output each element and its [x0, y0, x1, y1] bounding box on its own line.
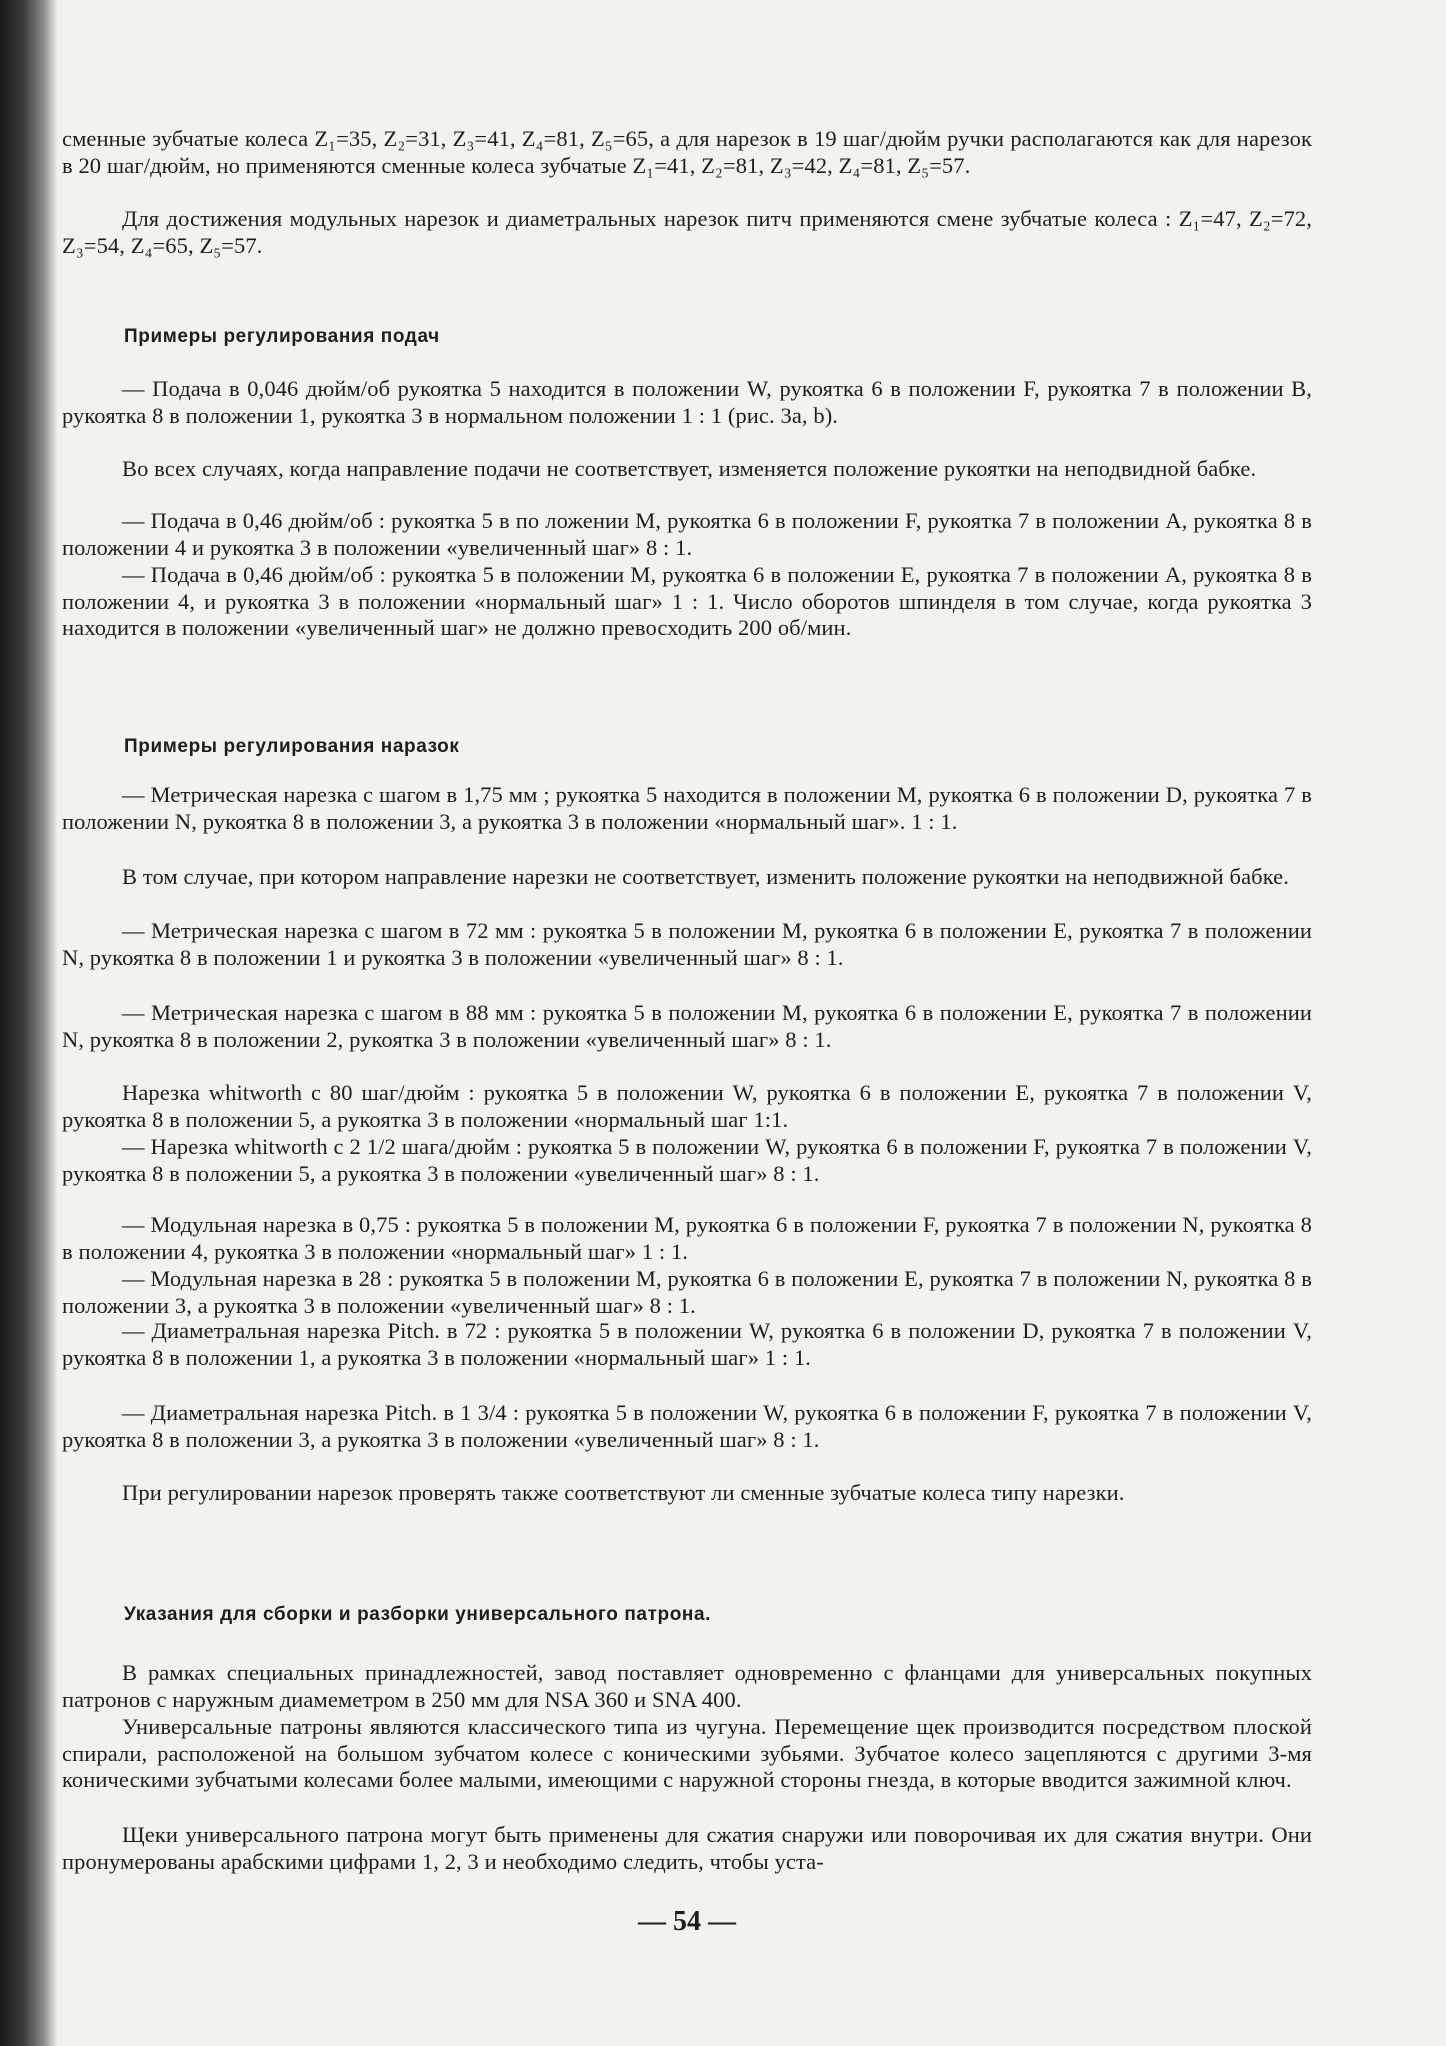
- heading-feed-examples: Примеры регулирования подач: [124, 326, 440, 347]
- chuck-paragraph: Универсальные патроны являются классического типа из чугуна. Перемещение щек производится посредством плоской спирали, расположеной на большом зубчатом колесе с коническими зубьями. Зубчатое колесо зацепляются с другими 3-мя коническими зубчатыми колесами более малыми, имеющими с наружной стороны гнезда, в которые вводится зажимной ключ.: [62, 1714, 1312, 1792]
- thread-paragraph: — Метрическая нарезка с шагом в 72 мм : рукоятка 5 в положении M, рукоятка 6 в положении E, рукоятка 7 в положении N, рукоятка 8 в положении 1 и рукоятка 3 в положении «увеличенный шаг» 8 : 1.: [62, 918, 1312, 970]
- intro-paragraph-2: Для достижения модульных нарезок и диаметральных нарезок питч применяются смене зубчатые колеса : Z₁=47, Z₂=72, Z₃=54, Z₄=65, Z₅=57.: [62, 206, 1312, 258]
- thread-paragraph: — Диаметральная нарезка Pitch. в 1 3/4 : рукоятка 5 в положении W, рукоятка 6 в положении F, рукоятка 7 в положении V, рукоятка 8 в положении 3, а рукоятка 3 в положении «увеличенный шаг» 8 : 1.: [62, 1400, 1312, 1452]
- thread-paragraph: — Метрическая нарезка с шагом в 88 мм : рукоятка 5 в положении M, рукоятка 6 в положении E, рукоятка 7 в положении N, рукоятка 8 в положении 2, рукоятка 3 в положении «увеличенный шаг» 8 : 1.: [62, 1000, 1312, 1052]
- page-number: — 54 —: [638, 1906, 736, 1937]
- thread-paragraph: — Нарезка whitworth с 2 1/2 шага/дюйм : рукоятка 5 в положении W, рукоятка 6 в положении F, рукоятка 7 в положении V, рукоятка 8 в положении 5, а рукоятка 3 в положении «увеличенный шаг» 8 : 1.: [62, 1134, 1312, 1186]
- chuck-paragraph: В рамках специальных принадлежностей, завод поставляет одновременно с фланцами для универсальных покупных патронов с наружным диамеметром в 250 мм для NSA 360 и SNA 400.: [62, 1660, 1312, 1712]
- intro-paragraph-1: сменные зубчатые колеса Z₁=35, Z₂=31, Z₃=41, Z₄=81, Z₅=65, а для нарезок в 19 шаг/дюйм ручки располагаются как для нарезок в 20 шаг/дюйм, но применяются сменные колеса зубчатые Z₁=41, Z₂=81, Z₃=42, Z₄=81, Z₅=57.: [62, 126, 1312, 178]
- thread-paragraph: — Модульная нарезка в 0,75 : рукоятка 5 в положении M, рукоятка 6 в положении F, рукоятка 7 в положении N, рукоятка 8 в положении 4, рукоятка 3 в положении «нормальный шаг» 1 : 1.: [62, 1212, 1312, 1264]
- feed-paragraph: — Подача в 0,46 дюйм/об : рукоятка 5 в положении M, рукоятка 6 в положении E, рукоятка 7 в положении A, рукоятка 8 в положении 4, и рукоятка 3 в положении «нормальный шаг» 1 : 1. Число оборотов шпинделя в том случае, когда рукоятка 3 находится в положении «увеличенный шаг» не должно превосходить 200 об/мин.: [62, 562, 1312, 640]
- thread-paragraph: Нарезка whitworth с 80 шаг/дюйм : рукоятка 5 в положении W, рукоятка 6 в положении E, рукоятка 7 в положении V, рукоятка 8 в положении 5, а рукоятка 3 в положении «нормальный шаг 1:1.: [62, 1080, 1312, 1132]
- thread-paragraph: — Модульная нарезка в 28 : рукоятка 5 в положении M, рукоятка 6 в положении E, рукоятка 7 в положении N, рукоятка 8 в положении 3, а рукоятка 3 в положении «увеличенный шаг» 8 : 1.: [62, 1266, 1312, 1318]
- book-spine-shadow: [0, 0, 58, 2046]
- feed-paragraph: — Подача в 0,046 дюйм/об рукоятка 5 находится в положении W, рукоятка 6 в положении F, рукоятка 7 в положении B, рукоятка 8 в положении 1, рукоятка 3 в нормальном положении 1 : 1 (рис. 3a, b).: [62, 376, 1312, 428]
- feed-paragraph: — Подача в 0,46 дюйм/об : рукоятка 5 в по ложении M, рукоятка 6 в положении F, рукоятка 7 в положении A, рукоятка 8 в положении 4 и рукоятка 3 в положении «увеличенный шаг» 8 : 1.: [62, 508, 1312, 560]
- document-page: [62, 0, 1312, 2046]
- chuck-paragraph: Щеки универсального патрона могут быть применены для сжатия снаружи или поворочивая их для сжатия внутри. Они пронумерованы арабскими цифрами 1, 2, 3 и необходимо следить, чтобы уста-: [62, 1822, 1312, 1874]
- feed-paragraph: Во всех случаях, когда направление подачи не соответствует, изменяется положение рукоятки на неподвидной бабке.: [122, 456, 1257, 481]
- thread-paragraph: — Диаметральная нарезка Pitch. в 72 : рукоятка 5 в положении W, рукоятка 6 в положении D, рукоятка 7 в положении V, рукоятка 8 в положении 1, а рукоятка 3 в положении «нормальный шаг» 1 : 1.: [62, 1318, 1312, 1370]
- thread-paragraph: — Метрическая нарезка с шагом в 1,75 мм ; рукоятка 5 находится в положении M, рукоятка 6 в положении D, рукоятка 7 в положении N, рукоятка 8 в положении 3, а рукоятка 3 в положении «нормальный шаг». 1 : 1.: [62, 782, 1312, 834]
- heading-thread-examples: Примеры регулирования наразок: [124, 736, 460, 757]
- thread-paragraph: При регулировании нарезок проверять также соответствуют ли сменные зубчатые колеса типу нарезки.: [122, 1480, 1125, 1505]
- heading-chuck-instructions: Указания для сборки и разборки универсального патрона.: [124, 1604, 712, 1625]
- thread-paragraph: В том случае, при котором направление нарезки не соответствует, изменить положение рукоятки на неподвижной бабке.: [122, 864, 1289, 889]
